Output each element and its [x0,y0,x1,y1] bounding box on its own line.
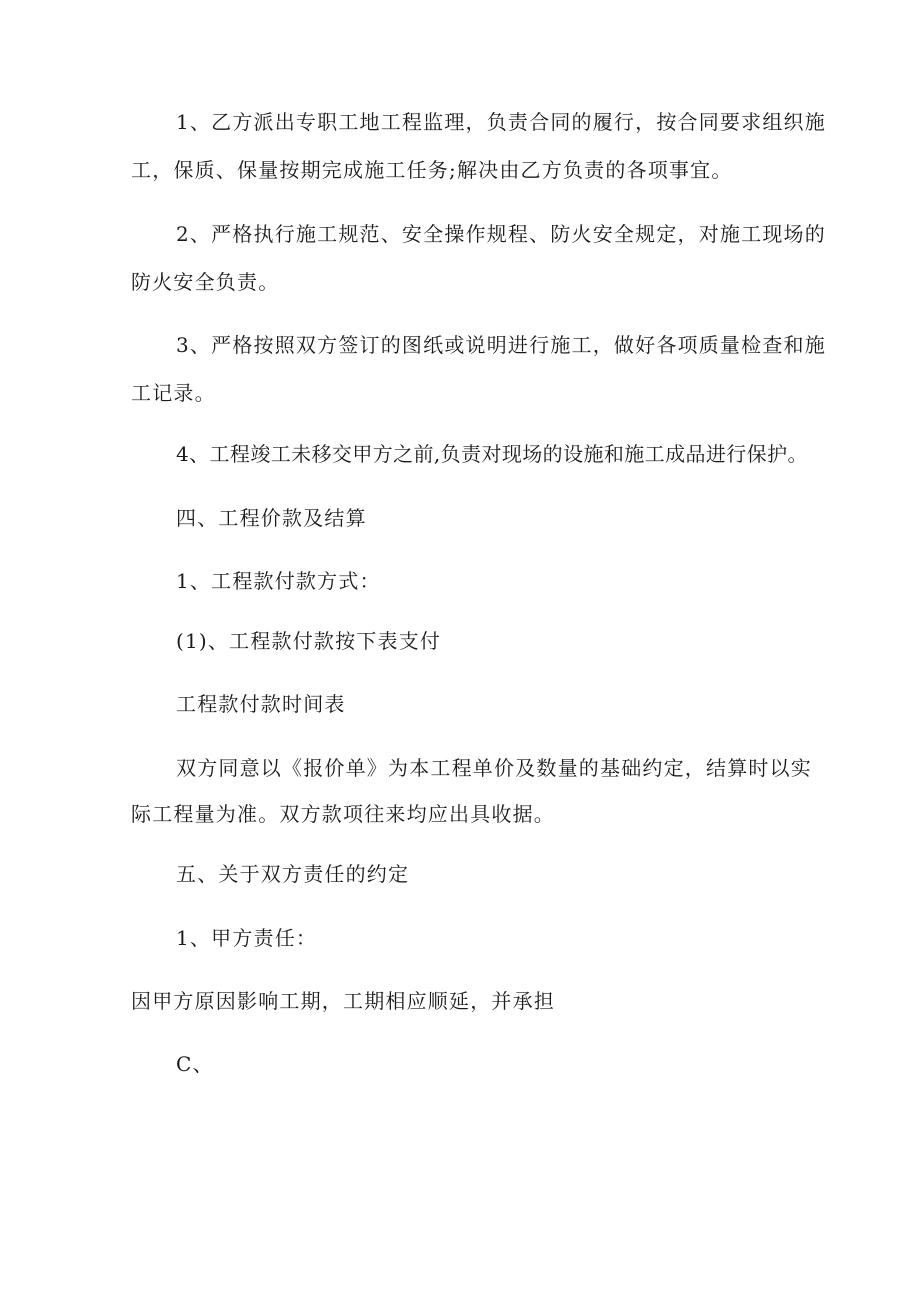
paragraph-2-line-2: 防火安全负责。 [131,270,280,294]
payment-subitem: (1)、工程款付款按下表支付 [176,629,442,653]
payment-schedule-title: 工程款付款时间表 [176,692,346,716]
paragraph-4: 4、工程竣工未移交甲方之前,负责对现场的设施和施工成品进行保护。 [176,442,808,466]
paragraph-1-line-1: 1、乙方派出专职工地工程监理，负责合同的履行，按合同要求组织施 [176,110,826,134]
party-a-delay-text: 因甲方原因影响工期，工期相应顺延，并承担 [131,989,555,1013]
payment-method-item: 1、工程款付款方式： [176,569,381,593]
quotation-paragraph-line-2: 际工程量为准。双方款项往来均应出具收据。 [131,802,555,826]
paragraph-1-line-2: 工，保质、保量按期完成施工任务;解决由乙方负责的各项事宜。 [131,158,733,182]
section-heading-5: 五、关于双方责任的约定 [176,862,410,886]
section-heading-4: 四、工程价款及结算 [176,506,367,530]
quotation-paragraph-line-1: 双方同意以《报价单》为本工程单价及数量的基础约定，结算时以实 [176,756,812,780]
paragraph-3-line-1: 3、严格按照双方签订的图纸或说明进行施工，做好各项质量检查和施 [176,333,826,357]
item-c-marker: C、 [176,1052,214,1076]
party-a-responsibility-item: 1、甲方责任： [176,926,318,950]
paragraph-3-line-2: 工记录。 [131,381,216,405]
paragraph-2-line-1: 2、严格执行施工规范、安全操作规程、防火安全规定，对施工现场的 [176,222,826,246]
